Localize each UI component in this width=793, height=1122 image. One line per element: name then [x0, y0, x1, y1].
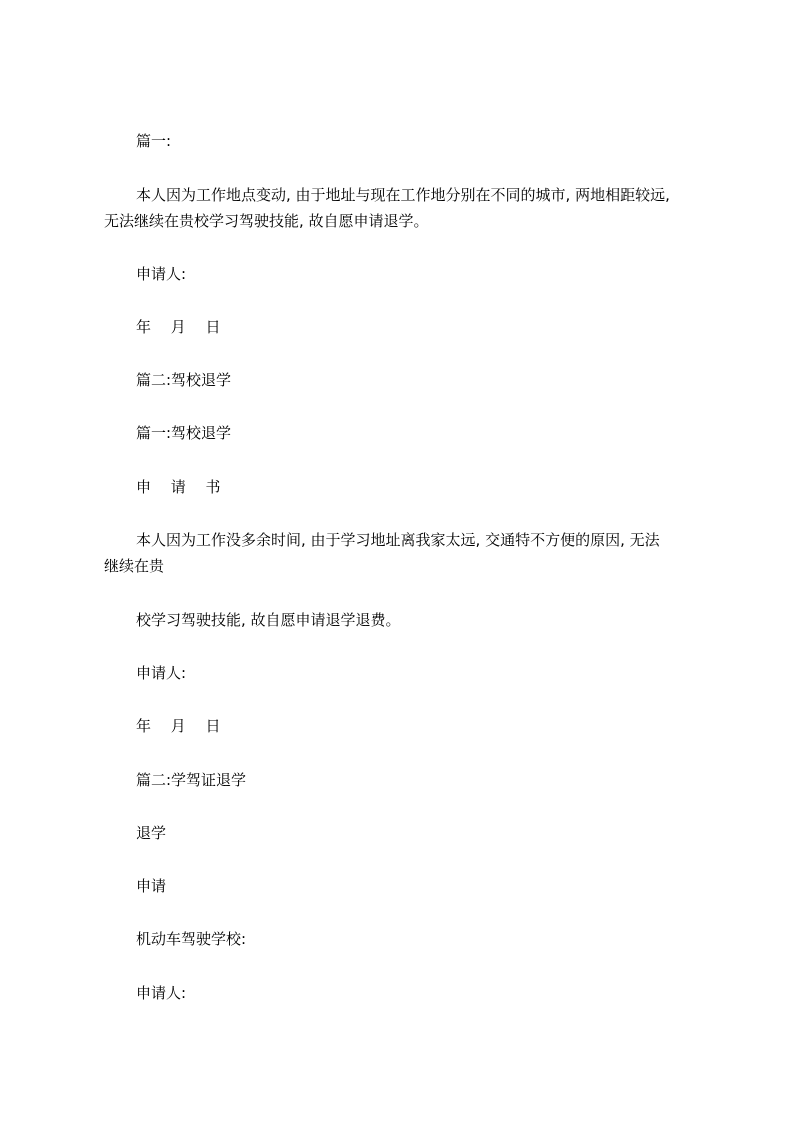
date-line-2: 年 月 日: [136, 717, 229, 735]
section-heading-1: 篇一:: [136, 132, 172, 150]
section-heading-3: 篇一:驾校退学: [136, 424, 232, 442]
section-heading-4: 篇二:学驾证退学: [136, 771, 247, 789]
date-line-1: 年 月 日: [136, 318, 229, 336]
apply-label: 申请: [136, 877, 167, 895]
paragraph-1: [104, 182, 714, 234]
section-heading-2: 篇二:驾校退学: [136, 371, 232, 389]
applicant-label-3: 申请人:: [136, 984, 187, 1002]
paragraph-1-line-1: 本人因为工作地点变动, 由于地址与现在工作地分别在不同的城市, 两地相距较远,: [136, 186, 670, 204]
paragraph-2-line-2: 继续在贵: [104, 557, 165, 575]
applicant-label-2: 申请人:: [136, 664, 187, 682]
paragraph-2-line-3: 校学习驾驶技能, 故自愿申请退学退费。: [136, 611, 401, 629]
withdraw-label: 退学: [136, 824, 167, 842]
school-label: 机动车驾驶学校:: [136, 930, 247, 948]
application-title: 申 请 书: [136, 478, 229, 496]
paragraph-1-line-2: 无法继续在贵校学习驾驶技能, 故自愿申请退学。: [104, 212, 429, 230]
applicant-label-1: 申请人:: [136, 265, 187, 283]
paragraph-2: [104, 527, 714, 579]
paragraph-2-line-1: 本人因为工作没多余时间, 由于学习地址离我家太远, 交通特不方便的原因, 无法: [136, 531, 660, 549]
